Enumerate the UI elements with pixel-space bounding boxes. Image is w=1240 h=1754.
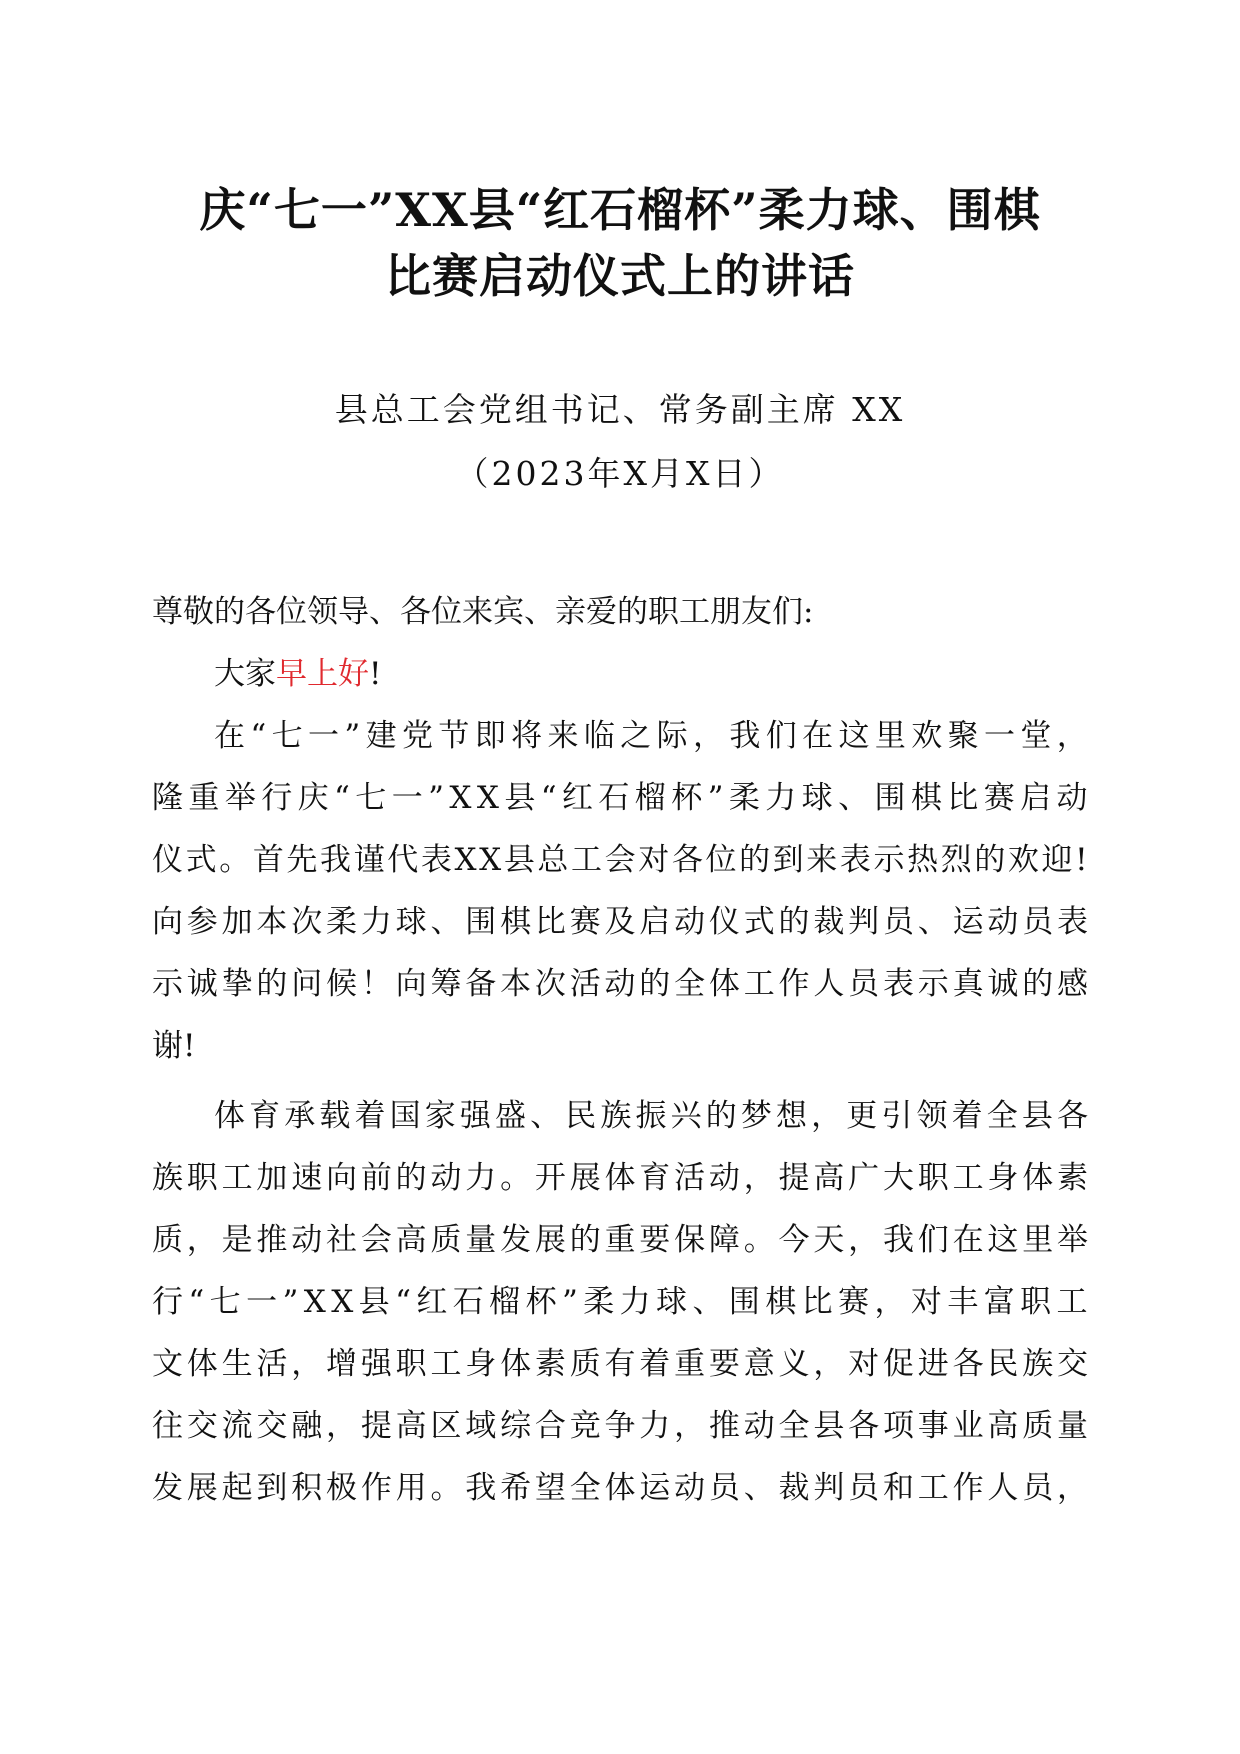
paragraph-line: 体育承载着国家强盛、民族振兴的梦想，更引领着全县各: [214, 1098, 1093, 1134]
paragraph-line: 行“七一”XX县“红石榴杯”柔力球、围棋比赛，对丰富职工: [152, 1284, 1093, 1320]
greeting-highlight: 早上好: [276, 656, 369, 692]
paragraph-line: 隆重举行庆“七一”XX县“红石榴杯”柔力球、围棋比赛启动: [152, 780, 1093, 816]
paragraph-line: 仪式。首先我谨代表XX县总工会对各位的到来表示热烈的欢迎!: [152, 842, 1091, 878]
speech-date: （2023年X月X日）: [455, 454, 785, 493]
paragraph-line: 族职工加速向前的动力。开展体育活动，提高广大职工身体素: [152, 1160, 1092, 1196]
paragraph-line: 示诚挚的问候！向筹备本次活动的全体工作人员表示真诚的感: [152, 966, 1092, 1002]
greeting: [214, 652, 381, 696]
paragraph-line: 在“七一”建党节即将来临之际，我们在这里欢聚一堂，: [214, 718, 1094, 754]
paragraph-line: 往交流交融，提高区域综合竞争力，推动全县各项事业高质量: [152, 1408, 1092, 1444]
title-line-1: 庆“七一”XX县“红石榴杯”柔力球、围棋: [199, 183, 1041, 237]
salutation: 尊敬的各位领导、各位来宾、亲爱的职工朋友们:: [152, 594, 814, 630]
paragraph-line: 文体生活，增强职工身体素质有着重要意义，对促进各民族交: [152, 1346, 1092, 1382]
greeting-prefix: 大家: [214, 656, 276, 692]
paragraph-line: 谢!: [152, 1028, 196, 1064]
paragraph-line: 发展起到积极作用。我希望全体运动员、裁判员和工作人员，: [152, 1470, 1092, 1506]
greeting-suffix: !: [369, 656, 382, 692]
paragraph-line: 质，是推动社会高质量发展的重要保障。今天，我们在这里举: [152, 1222, 1092, 1258]
paragraph-line: 向参加本次柔力球、围棋比赛及启动仪式的裁判员、运动员表: [152, 904, 1092, 940]
title-line-2: 比赛启动仪式上的讲话: [385, 249, 855, 303]
speaker-byline: 县总工会党组书记、常务副主席 XX: [334, 390, 906, 429]
